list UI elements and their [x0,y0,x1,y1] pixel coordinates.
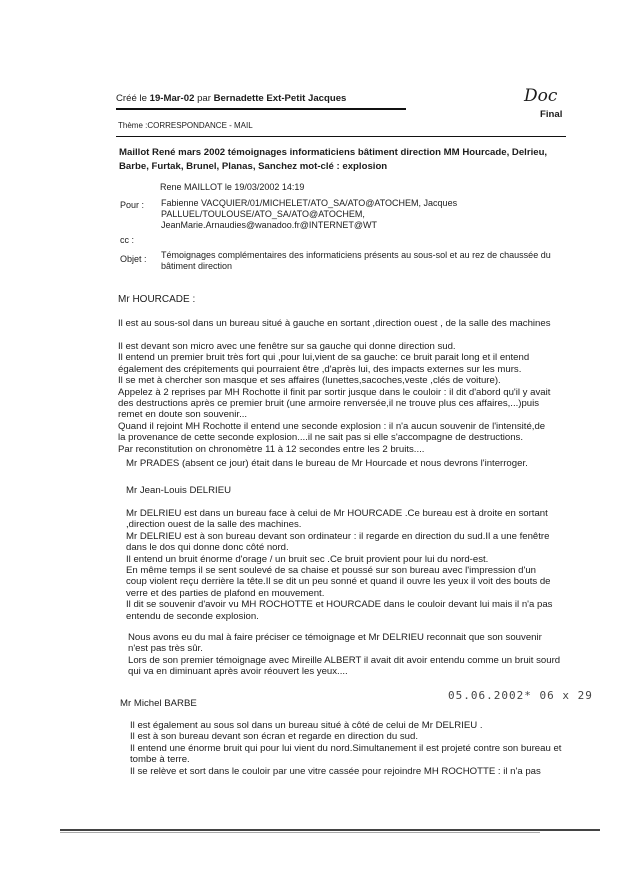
body-line: la provenance de cette seconde explosion....il ne sait pas si elle s'accompagne de destructions. [118,432,524,444]
body-line: des destructions après ce premier bruit (une armoire renversée,il ne trouve plus ces affaires,...)puis [118,398,540,410]
body-line: également des crépitements qui pourraient être ,d'après lui, des impacts externes sur les murs. [118,363,522,375]
theme-rule [116,136,566,137]
received-date-stamp: 05.06.2002* 06 x 29 [448,689,593,702]
section-title-delrieu: Mr Jean-Louis DELRIEU [126,485,232,496]
body-line: Lors de son premier témoignage avec Mireille ALBERT il avait dit avoir entendu comme un bruit sourd [128,654,561,666]
scan-bottom-rule-thin [60,832,540,833]
body-line: Il se met à chercher son masque et ses affaires (lunettes,sacoches,veste ,clés de voiture). [118,375,501,387]
body-line: Il dit se souvenir d'avoir vu MH ROCHOTTE et HOURCADE dans le couloir devant lui mais il n'a pas [126,599,553,611]
theme-label: Thème :CORRESPONDANCE - MAIL [118,121,253,130]
body-line: Il se relève et sort dans le couloir par une vitre cassée pour rejoindre MH ROCHOTTE : il n'a pas [130,765,541,777]
section-title-barbe: Mr Michel BARBE [120,698,197,709]
body-line: Mr DELRIEU est à son bureau devant son ordinateur : il regarde en direction du sud.Il a une fenêtre [126,530,550,542]
header-rule [116,108,406,110]
created-label: Créé le [116,93,147,104]
author-name: Bernadette Ext-Petit Jacques [213,93,347,104]
handwritten-doc-mark: Doc [524,86,558,106]
body-line: remet en doute son souvenir... [118,409,248,421]
body-line: Par reconstitution on chronomètre 11 à 12 secondes entre les 2 bruits.... [118,443,425,455]
body-line: Il est également au sous sol dans un bureau situé à côté de celui de Mr DELRIEU . [130,720,483,731]
body-line: Nous avons eu du mal à faire préciser ce témoignage et Mr DELRIEU reconnait que son souvenir [128,632,542,643]
body-line: Mr DELRIEU est dans un bureau face à celui de Mr HOURCADE .Ce bureau est à droite en sortant [126,508,548,519]
body-line: dans le dos qui donne donc côté nord. [126,542,289,554]
created-line [116,93,346,105]
body-line: tombe à terre. [130,754,190,766]
recipient-line: Fabienne VACQUIER/01/MICHELET/ATO_SA/ATO@ATOCHEM, Jacques [161,198,458,208]
recipient-line: PALLUEL/TOULOUSE/ATO_SA/ATO@ATOCHEM, [161,209,365,219]
body-line: entendu de seconde explosion. [126,610,259,622]
delrieu-followup-paragraph [128,632,560,678]
body-line: Quand il rejoint MH Rochotte il entend une seconde explosion : il n'a aucun souvenir de l'intensité,de [118,420,546,432]
delrieu-paragraph [126,508,552,622]
recipient-line: JeanMarie.Arnaudies@wanadoo.fr@INTERNET@WT [161,220,377,230]
body-line: qui va en diminuant après avoir réouvert les yeux.... [128,666,348,678]
to-label: Pour : [120,200,145,210]
by-label: par [197,93,211,104]
body-line: ,direction ouest de la salle des machines. [126,519,302,531]
body-line: Il est devant son micro avec une fenêtre sur sa gauche qui donne direction sud. [118,341,456,352]
hourcade-first-line: Il est au sous-sol dans un bureau situé à gauche en sortant ,direction ouest , de la salle des machines [118,318,551,329]
recipients [161,198,457,231]
prades-note: Mr PRADES (absent ce jour) était dans le bureau de Mr Hourcade et nous devrons l'interroger. [126,458,528,469]
body-line: Il entend un bruit énorme d'orage / un bruit sec .Ce bruit provient pour lui du nord-est. [126,553,489,565]
scan-bottom-rule [60,829,600,831]
body-line: Appelez à 2 reprises par MH Rochotte il finit par sortir jusque dans le couloir : il dit d'abord qu'il y avait [118,386,551,398]
body-line: verre et des parties de plafond en mouvement. [126,587,325,599]
body-line: En même temps il se sent soulevé de sa chaise et poussé sur son bureau avec l'impression d'un [126,565,537,577]
hourcade-paragraph [118,341,550,455]
subject-line: bâtiment direction [161,261,233,271]
body-line: n'est pas très sûr. [128,643,203,655]
barbe-paragraph [130,720,561,777]
body-line: Il est à son bureau devant son écran et regarde en direction du sud. [130,731,418,743]
cc-label: cc : [120,235,135,245]
body-line: coup violent reçu derrière la tête.Il se dit un peu sonné et quand il ouvre les yeux il voit des bouts de [126,576,551,588]
sender-line: Rene MAILLOT le 19/03/2002 14:19 [160,182,305,192]
body-line: Il entend une énorme bruit qui pour lui vient du nord.Simultanement il est projeté contre son bureau et [130,742,562,754]
body-line: Il entend un premier bruit très fort qui ,pour lui,vient de sa gauche: ce bruit parait long et il entend [118,352,530,364]
section-title-hourcade: Mr HOURCADE : [118,294,196,305]
created-date: 19-Mar-02 [149,93,195,104]
subject-label: Objet : [120,254,147,264]
status-label: Final [540,109,563,120]
document-title-line-1: Maillot René mars 2002 témoignages informaticiens bâtiment direction MM Hourcade, Delrieu, [119,147,548,158]
subject [161,250,551,272]
subject-line: Témoignages complémentaires des informaticiens présents au sous-sol et au rez de chaussée du [161,250,551,260]
document-title-line-2: Barbe, Furtak, Brunel, Planas, Sanchez mot-clé : explosion [119,161,388,172]
